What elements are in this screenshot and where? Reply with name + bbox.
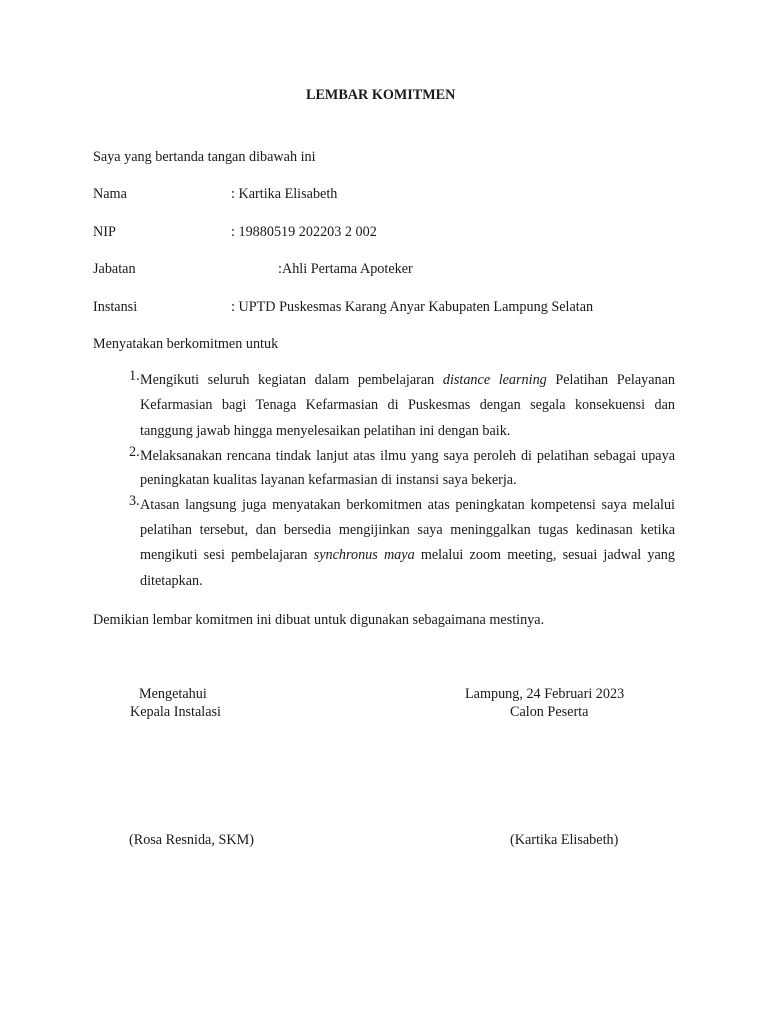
intro-text: Saya yang bertanda tangan dibawah ini	[93, 149, 316, 165]
field-label-jabatan: Jabatan	[93, 261, 136, 277]
italic-term: synchronus maya	[313, 547, 415, 564]
signature-right-line1: Lampung, 24 Februari 2023	[465, 686, 625, 702]
list-item	[93, 444, 675, 493]
signature-left-line1: Mengetahui	[139, 686, 207, 702]
list-item-text: Melaksanakan rencana tindak lanjut atas ilmu yang saya peroleh di pelatihan sebagai upaya peningkatan kualitas layanan kefarmasian di instansi saya bekerja.	[140, 447, 675, 489]
field-value-nama: : Kartika Elisabeth	[231, 186, 338, 202]
list-item-text: Atasan langsung juga menyatakan berkomitmen atas peningkatan kompetensi saya melalui pelatihan tersebut, dan bersedia mengijinkan saya meninggalkan tugas kedinasan ketika mengikuti sesi pembelajaran synchronus maya melalui zoom meeting, sesuai jadwal yang ditetapkan.	[140, 496, 675, 589]
list-item-text: Mengikuti seluruh kegiatan dalam pembelajaran distance learning Pelatihan Pelayanan Kefarmasian bagi Tenaga Kefarmasian di Puskesmas dengan segala konsekuensi dan tanggung jawab hingga menyelesaikan pelatihan ini dengan baik.	[140, 372, 675, 439]
signature-right-line2: Calon Peserta	[510, 704, 589, 720]
list-item	[93, 368, 675, 444]
field-label-nip: NIP	[93, 224, 116, 240]
closing-text: Demikian lembar komitmen ini dibuat untuk digunakan sebagaimana mestinya.	[93, 612, 545, 628]
field-value-jabatan: :Ahli Pertama Apoteker	[278, 261, 413, 277]
field-label-instansi: Instansi	[93, 299, 138, 315]
signature-right-name: (Kartika Elisabeth)	[510, 832, 619, 848]
commitment-list	[93, 368, 675, 594]
field-value-nip: : 19880519 202203 2 002	[231, 224, 377, 240]
list-number: 1.	[129, 368, 140, 384]
document-title: LEMBAR KOMITMEN	[306, 87, 456, 103]
list-item	[93, 493, 675, 594]
list-number: 3.	[129, 492, 140, 509]
statement-text: Menyatakan berkomitmen untuk	[93, 336, 279, 352]
signature-left-name: (Rosa Resnida, SKM)	[129, 832, 254, 848]
italic-term: distance learning	[442, 372, 547, 388]
list-number: 2.	[129, 443, 140, 460]
field-value-instansi: : UPTD Puskesmas Karang Anyar Kabupaten Lampung Selatan	[231, 299, 594, 315]
signature-left-line2: Kepala Instalasi	[130, 704, 221, 720]
field-label-nama: Nama	[93, 186, 127, 202]
